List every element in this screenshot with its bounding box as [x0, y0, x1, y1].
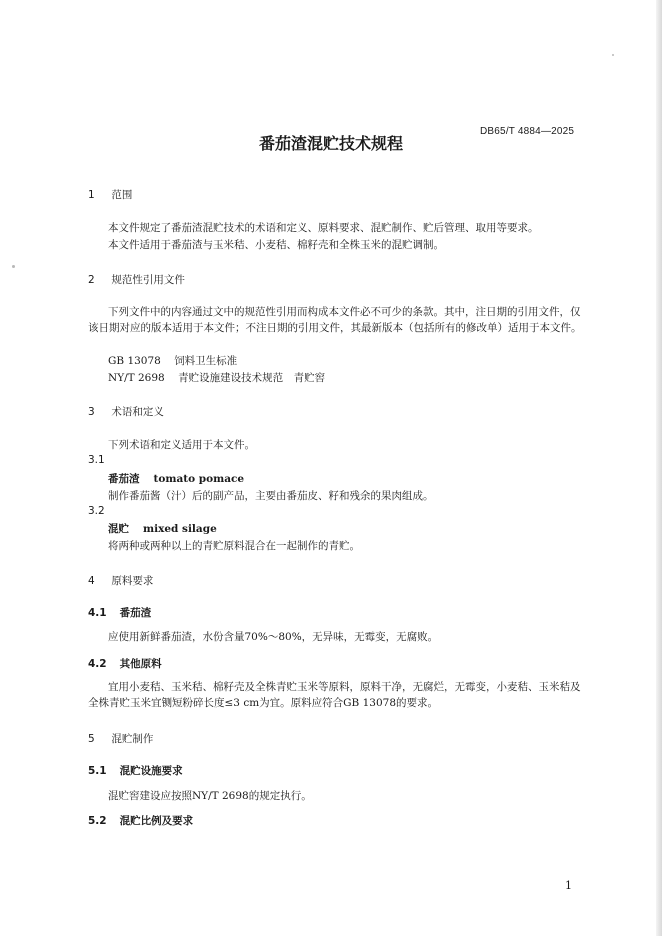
term-english: mixed silage [143, 523, 217, 535]
section-3-heading [88, 404, 164, 419]
standard-number: DB65/T 4884—2025 [480, 126, 575, 137]
section-number: 1 [88, 189, 95, 201]
section-title: 范围 [111, 189, 133, 201]
reference-code: NY/T 2698 [108, 372, 165, 384]
subsection-number: 5.1 [88, 765, 107, 777]
section-number: 2 [88, 274, 95, 286]
subsection-title: 番茄渣 [119, 607, 152, 619]
reference-item [108, 370, 325, 385]
subsection-title: 混贮比例及要求 [119, 815, 194, 827]
term-heading [108, 521, 217, 536]
subsection-number: 5.2 [88, 815, 107, 827]
scan-speck [612, 54, 614, 56]
paragraph: 本文件适用于番茄渣与玉米秸、小麦秸、棉籽壳和全株玉米的混贮调制。 [108, 239, 444, 251]
subsection-number: 4.1 [88, 607, 107, 619]
reference-name: 饲料卫生标准 [174, 355, 238, 367]
paragraph: 本文件规定了番茄渣混贮技术的术语和定义、原料要求、混贮制作、贮后管理、取用等要求。 [108, 222, 539, 234]
subsection-number: 4.2 [88, 658, 107, 670]
section-5-heading [88, 731, 153, 746]
scan-speck [12, 265, 15, 268]
paragraph: 下列术语和定义适用于本文件。 [108, 439, 255, 451]
page-number: 1 [565, 879, 572, 892]
section-number: 4 [88, 575, 95, 587]
subsection-title: 其他原料 [119, 658, 162, 670]
section-4-heading [88, 573, 153, 588]
term-chinese: 混贮 [108, 523, 129, 535]
section-number: 5 [88, 733, 95, 745]
term-chinese: 番茄渣 [108, 473, 140, 485]
subsection-title: 混贮设施要求 [119, 765, 183, 777]
paragraph: 下列文件中的内容通过文中的规范性引用而构成本文件必不可少的条款。其中，注日期的引用文件，仅该日期对应的版本适用于本文件；不注日期的引用文件，其最新版本（包括所有的修改单）适用于本文件。 [88, 306, 582, 334]
paragraph: 宜用小麦秸、玉米秸、棉籽壳及全株青贮玉米等原料，原料干净，无腐烂，无霉变，小麦秸、玉米秸及全株青贮玉米宜铡短粉碎长度≤3 cm为宜。原料应符合GB 13078的要求。 [88, 681, 581, 709]
section-title: 术语和定义 [111, 406, 164, 418]
section-title: 混贮制作 [111, 733, 154, 745]
subsection-heading [88, 605, 151, 620]
reference-name: 青贮设施建设技术规范 青贮窖 [178, 372, 326, 384]
section-2-heading [88, 272, 185, 287]
term-number: 3.2 [88, 505, 105, 517]
term-english: tomato pomace [153, 473, 245, 485]
term-number: 3.1 [88, 454, 105, 466]
term-heading [108, 471, 244, 486]
paragraph: 应使用新鲜番茄渣，水份含量70%～80%，无异味，无霉变，无腐败。 [108, 631, 439, 643]
subsection-heading [88, 656, 162, 671]
paragraph: 混贮窖建设应按照NY/T 2698的规定执行。 [108, 790, 312, 802]
term-definition: 制作番茄酱（汁）后的副产品，主要由番茄皮、籽和残余的果肉组成。 [108, 490, 434, 502]
document-title: 番茄渣混贮技术规程 [258, 134, 403, 153]
reference-code: GB 13078 [108, 355, 161, 367]
reference-item [108, 353, 237, 368]
section-1-heading [88, 187, 132, 202]
subsection-heading [88, 813, 193, 828]
section-number: 3 [88, 406, 95, 418]
section-title: 规范性引用文件 [111, 274, 185, 286]
subsection-heading [88, 763, 183, 778]
section-title: 原料要求 [111, 575, 154, 587]
term-definition: 将两种或两种以上的青贮原料混合在一起制作的青贮。 [108, 540, 360, 552]
